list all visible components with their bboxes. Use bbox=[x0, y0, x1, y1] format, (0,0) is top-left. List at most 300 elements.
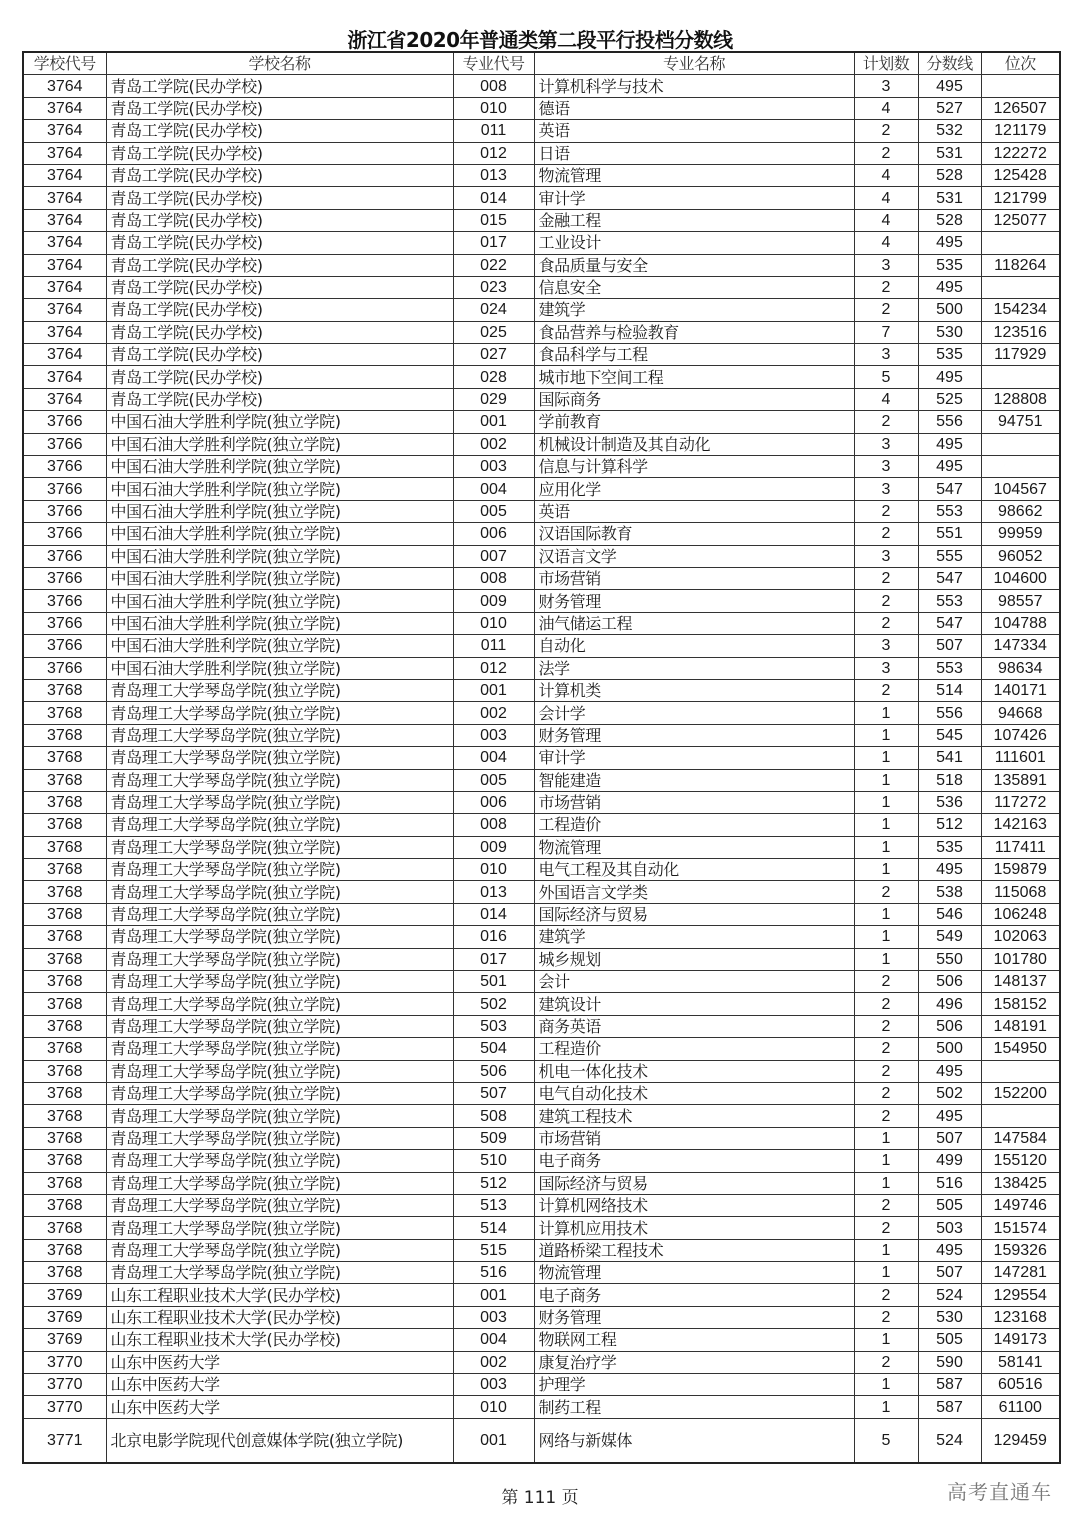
cell-major-name: 国际经济与贸易 bbox=[534, 1172, 854, 1194]
cell-school-name: 青岛理工大学琴岛学院(独立学院) bbox=[106, 1150, 453, 1172]
cell-plan-count: 2 bbox=[854, 993, 918, 1015]
cell-score-line: 495 bbox=[918, 1060, 981, 1082]
cell-score-line: 524 bbox=[918, 1418, 981, 1463]
cell-rank bbox=[981, 1105, 1060, 1127]
cell-rank: 125428 bbox=[981, 164, 1060, 186]
cell-school-code: 3764 bbox=[23, 75, 106, 97]
cell-score-line: 556 bbox=[918, 411, 981, 433]
cell-rank: 101780 bbox=[981, 948, 1060, 970]
cell-major-name: 市场营销 bbox=[534, 791, 854, 813]
cell-major-name: 国际商务 bbox=[534, 388, 854, 410]
cell-rank bbox=[981, 366, 1060, 388]
cell-school-name: 青岛工学院(民办学校) bbox=[106, 299, 453, 321]
cell-school-code: 3768 bbox=[23, 747, 106, 769]
cell-score-line: 547 bbox=[918, 612, 981, 634]
cell-plan-count: 2 bbox=[854, 1284, 918, 1306]
cell-major-code: 006 bbox=[453, 791, 534, 813]
cell-rank: 98557 bbox=[981, 590, 1060, 612]
cell-school-name: 中国石油大学胜利学院(独立学院) bbox=[106, 545, 453, 567]
cell-school-name: 青岛理工大学琴岛学院(独立学院) bbox=[106, 747, 453, 769]
cell-school-name: 青岛理工大学琴岛学院(独立学院) bbox=[106, 814, 453, 836]
table-row bbox=[23, 1217, 1060, 1239]
cell-school-name: 青岛理工大学琴岛学院(独立学院) bbox=[106, 1060, 453, 1082]
cell-major-code: 004 bbox=[453, 478, 534, 500]
cell-school-name: 青岛理工大学琴岛学院(独立学院) bbox=[106, 724, 453, 746]
cell-score-line: 549 bbox=[918, 926, 981, 948]
cell-major-code: 001 bbox=[453, 679, 534, 701]
cell-plan-count: 1 bbox=[854, 1329, 918, 1351]
cell-school-code: 3764 bbox=[23, 276, 106, 298]
cell-school-name: 青岛工学院(民办学校) bbox=[106, 276, 453, 298]
cell-school-code: 3768 bbox=[23, 1127, 106, 1149]
cell-school-code: 3768 bbox=[23, 1239, 106, 1261]
cell-rank: 147334 bbox=[981, 635, 1060, 657]
cell-plan-count: 1 bbox=[854, 747, 918, 769]
cell-score-line: 500 bbox=[918, 299, 981, 321]
cell-score-line: 518 bbox=[918, 769, 981, 791]
cell-major-code: 013 bbox=[453, 881, 534, 903]
cell-school-name: 青岛理工大学琴岛学院(独立学院) bbox=[106, 1194, 453, 1216]
table-row bbox=[23, 366, 1060, 388]
table-row bbox=[23, 276, 1060, 298]
cell-school-code: 3768 bbox=[23, 1194, 106, 1216]
cell-plan-count: 2 bbox=[854, 1105, 918, 1127]
cell-school-code: 3768 bbox=[23, 971, 106, 993]
cell-rank: 135891 bbox=[981, 769, 1060, 791]
cell-score-line: 547 bbox=[918, 567, 981, 589]
cell-major-code: 006 bbox=[453, 523, 534, 545]
cell-rank bbox=[981, 232, 1060, 254]
cell-major-code: 017 bbox=[453, 232, 534, 254]
cell-rank: 98662 bbox=[981, 500, 1060, 522]
cell-school-code: 3764 bbox=[23, 97, 106, 119]
cell-school-name: 中国石油大学胜利学院(独立学院) bbox=[106, 523, 453, 545]
table-row bbox=[23, 1082, 1060, 1104]
table-row bbox=[23, 926, 1060, 948]
cell-plan-count: 1 bbox=[854, 1396, 918, 1418]
table-header-row bbox=[23, 52, 1060, 75]
header-school-name: 学校名称 bbox=[106, 52, 453, 75]
cell-score-line: 495 bbox=[918, 1239, 981, 1261]
cell-school-code: 3766 bbox=[23, 590, 106, 612]
cell-score-line: 495 bbox=[918, 276, 981, 298]
cell-school-code: 3768 bbox=[23, 903, 106, 925]
cell-rank: 117929 bbox=[981, 344, 1060, 366]
cell-score-line: 545 bbox=[918, 724, 981, 746]
cell-score-line: 532 bbox=[918, 120, 981, 142]
cell-rank: 98634 bbox=[981, 657, 1060, 679]
cell-score-line: 528 bbox=[918, 164, 981, 186]
cell-rank: 117411 bbox=[981, 836, 1060, 858]
cell-major-name: 工业设计 bbox=[534, 232, 854, 254]
cell-plan-count: 3 bbox=[854, 344, 918, 366]
cell-school-name: 青岛理工大学琴岛学院(独立学院) bbox=[106, 903, 453, 925]
page-number: 第 111 页 bbox=[501, 1488, 579, 1508]
table-row bbox=[23, 164, 1060, 186]
cell-school-name: 山东工程职业技术大学(民办学校) bbox=[106, 1284, 453, 1306]
cell-score-line: 505 bbox=[918, 1329, 981, 1351]
cell-plan-count: 1 bbox=[854, 724, 918, 746]
cell-major-code: 004 bbox=[453, 747, 534, 769]
cell-score-line: 507 bbox=[918, 1262, 981, 1284]
cell-plan-count: 2 bbox=[854, 679, 918, 701]
cell-major-name: 信息与计算科学 bbox=[534, 456, 854, 478]
cell-rank: 118264 bbox=[981, 254, 1060, 276]
cell-plan-count: 1 bbox=[854, 1150, 918, 1172]
cell-major-code: 514 bbox=[453, 1217, 534, 1239]
table-row bbox=[23, 545, 1060, 567]
cell-rank: 151574 bbox=[981, 1217, 1060, 1239]
cell-school-name: 山东中医药大学 bbox=[106, 1374, 453, 1396]
cell-score-line: 546 bbox=[918, 903, 981, 925]
cell-school-name: 青岛工学院(民办学校) bbox=[106, 209, 453, 231]
cell-school-name: 中国石油大学胜利学院(独立学院) bbox=[106, 433, 453, 455]
cell-major-name: 建筑工程技术 bbox=[534, 1105, 854, 1127]
cell-score-line: 553 bbox=[918, 500, 981, 522]
cell-major-code: 510 bbox=[453, 1150, 534, 1172]
cell-rank: 115068 bbox=[981, 881, 1060, 903]
cell-score-line: 495 bbox=[918, 232, 981, 254]
table-row bbox=[23, 1284, 1060, 1306]
cell-school-name: 山东中医药大学 bbox=[106, 1396, 453, 1418]
cell-major-name: 食品科学与工程 bbox=[534, 344, 854, 366]
cell-rank: 149746 bbox=[981, 1194, 1060, 1216]
cell-major-code: 009 bbox=[453, 836, 534, 858]
cell-plan-count: 1 bbox=[854, 702, 918, 724]
cell-school-code: 3764 bbox=[23, 299, 106, 321]
cell-plan-count: 1 bbox=[854, 836, 918, 858]
table-row bbox=[23, 299, 1060, 321]
cell-plan-count: 5 bbox=[854, 366, 918, 388]
cell-school-name: 青岛理工大学琴岛学院(独立学院) bbox=[106, 993, 453, 1015]
cell-major-code: 028 bbox=[453, 366, 534, 388]
cell-rank: 159879 bbox=[981, 859, 1060, 881]
cell-major-name: 审计学 bbox=[534, 747, 854, 769]
cell-school-code: 3766 bbox=[23, 456, 106, 478]
cell-rank: 128808 bbox=[981, 388, 1060, 410]
cell-plan-count: 2 bbox=[854, 590, 918, 612]
cell-major-name: 日语 bbox=[534, 142, 854, 164]
cell-school-code: 3768 bbox=[23, 1060, 106, 1082]
header-major-code: 专业代号 bbox=[453, 52, 534, 75]
cell-major-code: 012 bbox=[453, 142, 534, 164]
table-body bbox=[23, 75, 1060, 1463]
cell-school-name: 青岛工学院(民办学校) bbox=[106, 142, 453, 164]
cell-school-code: 3770 bbox=[23, 1396, 106, 1418]
cell-rank: 102063 bbox=[981, 926, 1060, 948]
cell-school-name: 青岛工学院(民办学校) bbox=[106, 75, 453, 97]
cell-school-name: 山东工程职业技术大学(民办学校) bbox=[106, 1329, 453, 1351]
cell-major-name: 护理学 bbox=[534, 1374, 854, 1396]
cell-major-code: 008 bbox=[453, 814, 534, 836]
cell-school-name: 山东中医药大学 bbox=[106, 1351, 453, 1373]
cell-school-name: 中国石油大学胜利学院(独立学院) bbox=[106, 590, 453, 612]
table-row bbox=[23, 1418, 1060, 1463]
cell-major-code: 024 bbox=[453, 299, 534, 321]
table-row bbox=[23, 1396, 1060, 1418]
cell-major-code: 027 bbox=[453, 344, 534, 366]
cell-school-name: 青岛理工大学琴岛学院(独立学院) bbox=[106, 1015, 453, 1037]
cell-rank: 148191 bbox=[981, 1015, 1060, 1037]
cell-major-name: 机电一体化技术 bbox=[534, 1060, 854, 1082]
cell-major-code: 503 bbox=[453, 1015, 534, 1037]
cell-major-code: 014 bbox=[453, 187, 534, 209]
cell-major-name: 审计学 bbox=[534, 187, 854, 209]
cell-major-name: 物流管理 bbox=[534, 836, 854, 858]
cell-rank: 129554 bbox=[981, 1284, 1060, 1306]
cell-major-name: 油气储运工程 bbox=[534, 612, 854, 634]
cell-school-name: 中国石油大学胜利学院(独立学院) bbox=[106, 612, 453, 634]
cell-score-line: 503 bbox=[918, 1217, 981, 1239]
cell-plan-count: 1 bbox=[854, 1172, 918, 1194]
cell-rank: 96052 bbox=[981, 545, 1060, 567]
cell-rank bbox=[981, 456, 1060, 478]
cell-score-line: 535 bbox=[918, 344, 981, 366]
cell-school-code: 3769 bbox=[23, 1284, 106, 1306]
cell-rank: 148137 bbox=[981, 971, 1060, 993]
cell-score-line: 516 bbox=[918, 1172, 981, 1194]
cell-plan-count: 3 bbox=[854, 545, 918, 567]
cell-school-name: 中国石油大学胜利学院(独立学院) bbox=[106, 657, 453, 679]
cell-plan-count: 4 bbox=[854, 232, 918, 254]
cell-score-line: 535 bbox=[918, 254, 981, 276]
cell-score-line: 506 bbox=[918, 971, 981, 993]
table-row bbox=[23, 120, 1060, 142]
cell-plan-count: 2 bbox=[854, 567, 918, 589]
cell-school-name: 中国石油大学胜利学院(独立学院) bbox=[106, 456, 453, 478]
cell-school-code: 3770 bbox=[23, 1351, 106, 1373]
cell-school-code: 3768 bbox=[23, 1015, 106, 1037]
cell-major-code: 001 bbox=[453, 1418, 534, 1463]
cell-school-name: 中国石油大学胜利学院(独立学院) bbox=[106, 411, 453, 433]
cell-school-name: 青岛理工大学琴岛学院(独立学院) bbox=[106, 1239, 453, 1261]
cell-school-code: 3768 bbox=[23, 1082, 106, 1104]
cell-school-name: 青岛理工大学琴岛学院(独立学院) bbox=[106, 926, 453, 948]
cell-rank: 117272 bbox=[981, 791, 1060, 813]
cell-school-name: 北京电影学院现代创意媒体学院(独立学院) bbox=[106, 1418, 453, 1463]
cell-school-code: 3764 bbox=[23, 321, 106, 343]
cell-rank: 58141 bbox=[981, 1351, 1060, 1373]
cell-major-code: 008 bbox=[453, 567, 534, 589]
cell-rank: 61100 bbox=[981, 1396, 1060, 1418]
table-row bbox=[23, 903, 1060, 925]
cell-school-code: 3764 bbox=[23, 366, 106, 388]
cell-major-name: 电子商务 bbox=[534, 1150, 854, 1172]
cell-plan-count: 3 bbox=[854, 254, 918, 276]
cell-major-name: 工程造价 bbox=[534, 1038, 854, 1060]
table-row bbox=[23, 1172, 1060, 1194]
cell-school-name: 青岛理工大学琴岛学院(独立学院) bbox=[106, 836, 453, 858]
cell-major-code: 002 bbox=[453, 1351, 534, 1373]
cell-school-code: 3769 bbox=[23, 1306, 106, 1328]
cell-major-name: 电气自动化技术 bbox=[534, 1082, 854, 1104]
table-row bbox=[23, 97, 1060, 119]
table-row bbox=[23, 769, 1060, 791]
table-row bbox=[23, 209, 1060, 231]
cell-score-line: 531 bbox=[918, 142, 981, 164]
cell-school-name: 青岛工学院(民办学校) bbox=[106, 321, 453, 343]
cell-plan-count: 2 bbox=[854, 1060, 918, 1082]
header-rank: 位次 bbox=[981, 52, 1060, 75]
cell-major-code: 501 bbox=[453, 971, 534, 993]
cell-rank: 138425 bbox=[981, 1172, 1060, 1194]
cell-major-name: 金融工程 bbox=[534, 209, 854, 231]
cell-score-line: 512 bbox=[918, 814, 981, 836]
cell-school-name: 青岛工学院(民办学校) bbox=[106, 187, 453, 209]
cell-plan-count: 3 bbox=[854, 433, 918, 455]
cell-school-name: 中国石油大学胜利学院(独立学院) bbox=[106, 635, 453, 657]
table-row bbox=[23, 142, 1060, 164]
cell-school-name: 青岛工学院(民办学校) bbox=[106, 120, 453, 142]
cell-plan-count: 3 bbox=[854, 478, 918, 500]
cell-plan-count: 2 bbox=[854, 276, 918, 298]
watermark-text: 高考直通车 bbox=[947, 1480, 1052, 1504]
cell-school-code: 3768 bbox=[23, 702, 106, 724]
cell-school-code: 3764 bbox=[23, 209, 106, 231]
cell-rank: 129459 bbox=[981, 1418, 1060, 1463]
cell-school-name: 青岛理工大学琴岛学院(独立学院) bbox=[106, 702, 453, 724]
cell-plan-count: 1 bbox=[854, 859, 918, 881]
cell-school-name: 青岛理工大学琴岛学院(独立学院) bbox=[106, 769, 453, 791]
cell-school-name: 青岛理工大学琴岛学院(独立学院) bbox=[106, 881, 453, 903]
cell-plan-count: 1 bbox=[854, 769, 918, 791]
table-row bbox=[23, 1262, 1060, 1284]
cell-plan-count: 1 bbox=[854, 926, 918, 948]
cell-major-name: 信息安全 bbox=[534, 276, 854, 298]
cell-major-name: 机械设计制造及其自动化 bbox=[534, 433, 854, 455]
cell-rank bbox=[981, 433, 1060, 455]
cell-school-name: 青岛理工大学琴岛学院(独立学院) bbox=[106, 1262, 453, 1284]
cell-major-name: 会计学 bbox=[534, 702, 854, 724]
cell-major-code: 507 bbox=[453, 1082, 534, 1104]
cell-rank: 111601 bbox=[981, 747, 1060, 769]
cell-major-name: 法学 bbox=[534, 657, 854, 679]
cell-major-code: 012 bbox=[453, 657, 534, 679]
cell-school-code: 3768 bbox=[23, 1172, 106, 1194]
cell-major-code: 502 bbox=[453, 993, 534, 1015]
cell-major-name: 汉语国际教育 bbox=[534, 523, 854, 545]
cell-school-code: 3768 bbox=[23, 1038, 106, 1060]
cell-plan-count: 3 bbox=[854, 657, 918, 679]
document-title: 浙江省2020年普通类第二段平行投档分数线 bbox=[347, 28, 733, 52]
cell-major-name: 学前教育 bbox=[534, 411, 854, 433]
cell-major-name: 财务管理 bbox=[534, 1306, 854, 1328]
cell-plan-count: 4 bbox=[854, 388, 918, 410]
cell-plan-count: 2 bbox=[854, 1015, 918, 1037]
cell-major-name: 应用化学 bbox=[534, 478, 854, 500]
admission-score-table bbox=[22, 51, 1061, 1464]
table-row bbox=[23, 702, 1060, 724]
cell-school-name: 中国石油大学胜利学院(独立学院) bbox=[106, 478, 453, 500]
cell-rank: 104567 bbox=[981, 478, 1060, 500]
cell-rank bbox=[981, 75, 1060, 97]
cell-plan-count: 2 bbox=[854, 1351, 918, 1373]
table-row bbox=[23, 1194, 1060, 1216]
cell-major-code: 003 bbox=[453, 724, 534, 746]
cell-score-line: 541 bbox=[918, 747, 981, 769]
cell-plan-count: 2 bbox=[854, 411, 918, 433]
cell-major-code: 010 bbox=[453, 859, 534, 881]
cell-score-line: 556 bbox=[918, 702, 981, 724]
cell-major-code: 513 bbox=[453, 1194, 534, 1216]
cell-plan-count: 1 bbox=[854, 814, 918, 836]
table-row bbox=[23, 791, 1060, 813]
table-row bbox=[23, 1329, 1060, 1351]
cell-plan-count: 1 bbox=[854, 948, 918, 970]
cell-score-line: 528 bbox=[918, 209, 981, 231]
table-row bbox=[23, 254, 1060, 276]
cell-major-code: 003 bbox=[453, 456, 534, 478]
cell-plan-count: 2 bbox=[854, 523, 918, 545]
cell-plan-count: 1 bbox=[854, 1374, 918, 1396]
table-row bbox=[23, 612, 1060, 634]
cell-plan-count: 7 bbox=[854, 321, 918, 343]
cell-plan-count: 3 bbox=[854, 456, 918, 478]
table-row bbox=[23, 679, 1060, 701]
cell-rank: 147281 bbox=[981, 1262, 1060, 1284]
cell-plan-count: 1 bbox=[854, 1239, 918, 1261]
cell-major-name: 工程造价 bbox=[534, 814, 854, 836]
cell-school-code: 3768 bbox=[23, 926, 106, 948]
cell-score-line: 502 bbox=[918, 1082, 981, 1104]
table-row bbox=[23, 859, 1060, 881]
table-row bbox=[23, 1239, 1060, 1261]
cell-school-code: 3768 bbox=[23, 993, 106, 1015]
cell-major-code: 010 bbox=[453, 1396, 534, 1418]
table-row bbox=[23, 993, 1060, 1015]
cell-school-code: 3769 bbox=[23, 1329, 106, 1351]
cell-major-name: 物流管理 bbox=[534, 1262, 854, 1284]
cell-rank: 99959 bbox=[981, 523, 1060, 545]
table-row bbox=[23, 321, 1060, 343]
cell-rank: 121799 bbox=[981, 187, 1060, 209]
cell-plan-count: 1 bbox=[854, 1127, 918, 1149]
cell-rank: 125077 bbox=[981, 209, 1060, 231]
cell-score-line: 495 bbox=[918, 75, 981, 97]
cell-rank: 152200 bbox=[981, 1082, 1060, 1104]
table-row bbox=[23, 1306, 1060, 1328]
cell-school-code: 3766 bbox=[23, 478, 106, 500]
cell-score-line: 531 bbox=[918, 187, 981, 209]
cell-rank: 140171 bbox=[981, 679, 1060, 701]
table-row bbox=[23, 1105, 1060, 1127]
table-row bbox=[23, 1150, 1060, 1172]
cell-score-line: 495 bbox=[918, 433, 981, 455]
cell-plan-count: 2 bbox=[854, 1038, 918, 1060]
cell-plan-count: 5 bbox=[854, 1418, 918, 1463]
cell-score-line: 524 bbox=[918, 1284, 981, 1306]
cell-major-name: 城乡规划 bbox=[534, 948, 854, 970]
cell-school-name: 青岛理工大学琴岛学院(独立学院) bbox=[106, 1172, 453, 1194]
cell-school-name: 青岛工学院(民办学校) bbox=[106, 388, 453, 410]
cell-plan-count: 2 bbox=[854, 1082, 918, 1104]
cell-rank: 149173 bbox=[981, 1329, 1060, 1351]
cell-major-name: 财务管理 bbox=[534, 724, 854, 746]
table-row bbox=[23, 232, 1060, 254]
cell-plan-count: 4 bbox=[854, 164, 918, 186]
cell-major-code: 011 bbox=[453, 635, 534, 657]
cell-major-code: 504 bbox=[453, 1038, 534, 1060]
cell-major-name: 计算机科学与技术 bbox=[534, 75, 854, 97]
cell-major-code: 010 bbox=[453, 612, 534, 634]
cell-rank: 60516 bbox=[981, 1374, 1060, 1396]
header-major-name: 专业名称 bbox=[534, 52, 854, 75]
cell-score-line: 535 bbox=[918, 836, 981, 858]
cell-rank: 142163 bbox=[981, 814, 1060, 836]
table-row bbox=[23, 635, 1060, 657]
cell-school-code: 3764 bbox=[23, 164, 106, 186]
cell-plan-count: 2 bbox=[854, 971, 918, 993]
